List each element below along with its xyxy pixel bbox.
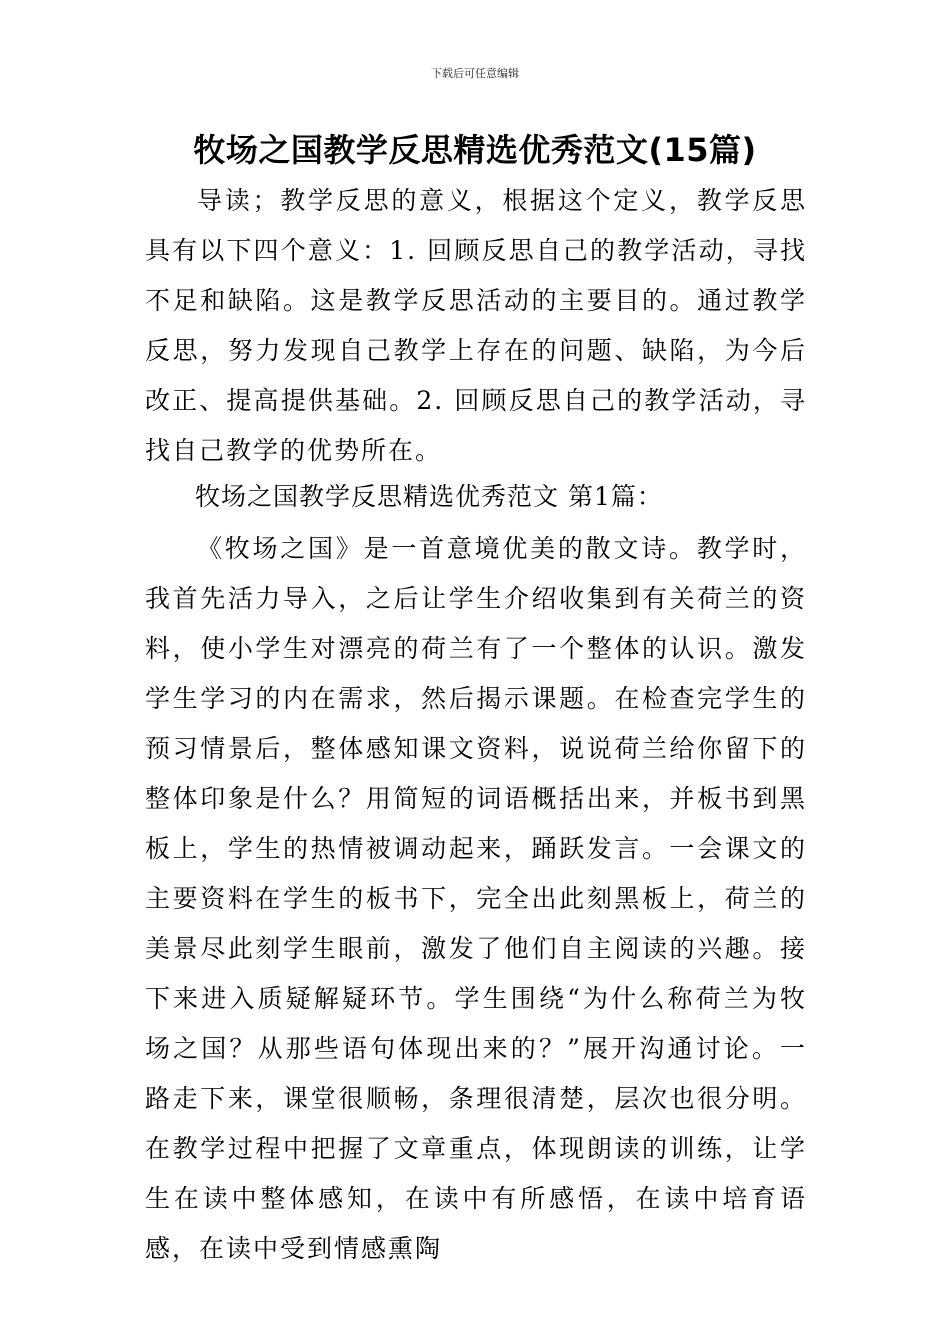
article-paragraph: 《牧场之国》是一首意境优美的散文诗。教学时，我首先活力导入，之后让学生介绍收集到有关荷兰的资料，使小学生对漂亮的荷兰有了一个整体的认识。激发学生学习的内在需求，然后揭示课题。在检查完学生的预习情景后，整体感知课文资料，说说荷兰给你留下的整体印象是什么？用简短的词语概括出来，并板书到黑板上，学生的热情被调动起来，踊跃发言。一会课文的主要资料在学生的板书下，完全出此刻黑板上，荷兰的美景尽此刻学生眼前，激发了他们自主阅读的兴趣。接下来进入质疑解疑环节。学生围绕“为什么称荷兰为牧场之国？从那些语句体现出来的？”展开沟通讨论。一路走下来，课堂很顺畅，条理很清楚，层次也很分明。在教学过程中把握了文章重点，体现朗读的训练，让学生在读中整体感知，在读中有所感悟，在读中培育语感，在读中受到情感熏陶: [145, 534, 807, 1263]
header-note: 下载后可任意编辑: [431, 67, 519, 80]
document-title: 牧场之国教学反思精选优秀范文(15篇): [193, 131, 757, 169]
intro-section: [145, 176, 807, 476]
section-heading: 牧场之国教学反思精选优秀范文 第1篇：: [195, 482, 663, 511]
intro-paragraph: 导读；教学反思的意义，根据这个定义，教学反思具有以下四个意义：1. 回顾反思自己的教学活动，寻找不足和缺陷。这是教学反思活动的主要目的。通过教学反思，努力发现自己教学上存在的问题、缺陷，为今后改正、提高提供基础。2. 回顾反思自己的教学活动，寻找自己教学的优势所在。: [145, 186, 807, 465]
article-section: [145, 524, 807, 1274]
